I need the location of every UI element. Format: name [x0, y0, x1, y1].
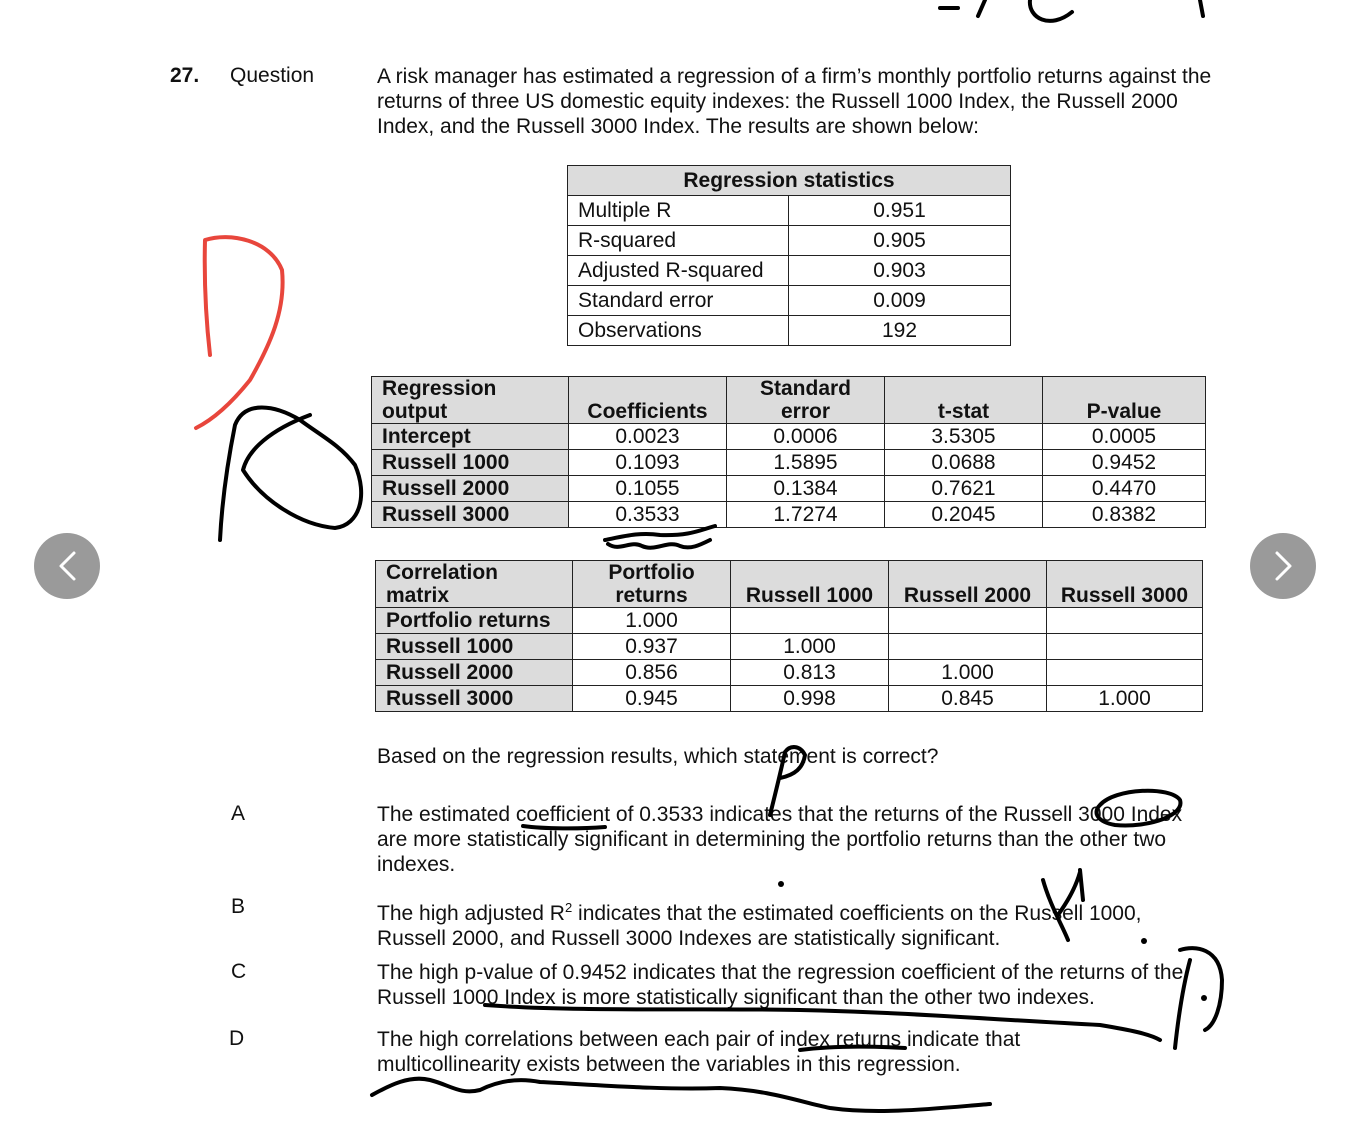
column-header: Russell 3000	[1047, 561, 1203, 608]
table-row	[376, 686, 1203, 712]
table-row	[568, 196, 1011, 226]
column-header: Regression output	[372, 377, 569, 424]
option-a-letter[interactable]: A	[231, 802, 246, 825]
column-header: Correlation matrix	[376, 561, 573, 608]
table-row	[568, 286, 1011, 316]
option-c-letter[interactable]: C	[231, 960, 247, 983]
table-cell	[889, 634, 1047, 660]
table-cell	[1047, 634, 1203, 660]
correlation-matrix-table	[375, 560, 1203, 712]
stat-label: Adjusted R-squared	[568, 256, 789, 286]
option-b-text-start: The high adjusted R	[377, 902, 565, 925]
column-header: Standard error	[727, 377, 885, 424]
ink-underline-coefficient	[605, 526, 715, 540]
option-c-text[interactable]: The high p-value of 0.9452 indicates that the regression coefficient of the returns of the Russell 1000 Index is more statistically significant than the other two indexes.	[377, 961, 1184, 1009]
row-header: Russell 3000	[376, 686, 573, 712]
row-header: Intercept	[372, 424, 569, 450]
table-cell: 0.813	[731, 660, 889, 686]
table-row	[372, 450, 1206, 476]
table-cell: 1.000	[1047, 686, 1203, 712]
column-header: Coefficients	[569, 377, 727, 424]
table-cell: 0.7621	[885, 476, 1043, 502]
table-row	[568, 316, 1011, 346]
stat-value: 0.905	[789, 226, 1011, 256]
row-header: Russell 3000	[372, 502, 569, 528]
question-label: Question	[230, 64, 315, 87]
ink-dot	[1201, 995, 1207, 1001]
table-cell: 0.845	[889, 686, 1047, 712]
table-cell: 0.945	[573, 686, 731, 712]
row-header: Russell 1000	[372, 450, 569, 476]
question-prompt: Based on the regression results, which statement is correct?	[377, 745, 939, 768]
table-row	[372, 424, 1206, 450]
table-cell: 0.2045	[885, 502, 1043, 528]
ink-letter-r	[220, 408, 361, 541]
regression-output-table	[371, 376, 1206, 528]
option-b-letter[interactable]: B	[231, 895, 246, 918]
table-row	[568, 226, 1011, 256]
previous-page-button[interactable]	[34, 533, 100, 599]
table-cell: 0.856	[573, 660, 731, 686]
table-cell	[1047, 608, 1203, 634]
table-row	[376, 608, 1203, 634]
table-cell: 0.0023	[569, 424, 727, 450]
ink-wave-under-d	[372, 1079, 990, 1111]
row-header: Russell 2000	[376, 660, 573, 686]
ink-dot	[778, 881, 784, 887]
table-cell: 0.1093	[569, 450, 727, 476]
chevron-left-icon	[34, 533, 100, 599]
question-stem: A risk manager has estimated a regression of a firm’s monthly portfolio returns against the returns of three US domestic equity indexes: the Russell 1000 Index, the Russell 2000 Index, and the Russell 3000 Index. The results are shown below:	[377, 65, 1212, 138]
stat-value: 0.903	[789, 256, 1011, 286]
table-cell	[889, 608, 1047, 634]
chevron-right-icon	[1250, 533, 1316, 599]
question-number: 27.	[170, 64, 200, 87]
stat-value: 0.951	[789, 196, 1011, 226]
next-page-button[interactable]	[1250, 533, 1316, 599]
ink-stroke	[940, 0, 1203, 21]
option-d-letter[interactable]: D	[229, 1027, 245, 1050]
table-cell: 0.3533	[569, 502, 727, 528]
table-cell: 1.5895	[727, 450, 885, 476]
table-cell: 1.000	[731, 634, 889, 660]
option-a-text[interactable]: The estimated coefficient of 0.3533 indicates that the returns of the Russell 3000 Index are more statistically significant in determining the portfolio returns than the other two indexes.	[377, 803, 1183, 876]
row-header: Russell 2000	[372, 476, 569, 502]
table-row	[372, 476, 1206, 502]
option-d-text[interactable]: The high correlations between each pair of index returns indicate that multicollinearity exists between the variables in this regression.	[377, 1028, 1021, 1076]
ink-squiggle	[608, 540, 710, 548]
stat-label: Multiple R	[568, 196, 789, 226]
row-header: Portfolio returns	[376, 608, 573, 634]
column-header: P-value	[1043, 377, 1206, 424]
option-b-text-end: indicates that the estimated coefficients on the Russell 1000, Russell 2000, and Russell 3000 Indexes are statistically significant.	[377, 902, 1142, 950]
table-cell: 0.0005	[1043, 424, 1206, 450]
stat-value: 192	[789, 316, 1011, 346]
table-cell: 0.937	[573, 634, 731, 660]
row-header: Russell 1000	[376, 634, 573, 660]
column-header: Russell 2000	[889, 561, 1047, 608]
table-cell: 0.998	[731, 686, 889, 712]
stat-value: 0.009	[789, 286, 1011, 316]
regression-statistics-table	[567, 165, 1011, 346]
table-cell: 0.0688	[885, 450, 1043, 476]
table-cell: 1.000	[889, 660, 1047, 686]
table-cell: 0.4470	[1043, 476, 1206, 502]
table-cell: 0.1055	[569, 476, 727, 502]
table-cell: 1.000	[573, 608, 731, 634]
table-cell: 0.8382	[1043, 502, 1206, 528]
regression-statistics-title: Regression statistics	[568, 166, 1011, 196]
column-header: Russell 1000	[731, 561, 889, 608]
table-cell	[731, 608, 889, 634]
column-header: t-stat	[885, 377, 1043, 424]
table-cell: 1.7274	[727, 502, 885, 528]
table-row	[376, 660, 1203, 686]
table-cell: 3.5305	[885, 424, 1043, 450]
stat-label: R-squared	[568, 226, 789, 256]
option-b-text[interactable]	[377, 895, 1197, 951]
ink-red-letter-d	[196, 237, 283, 428]
table-row	[376, 634, 1203, 660]
table-cell	[1047, 660, 1203, 686]
table-cell: 0.9452	[1043, 450, 1206, 476]
table-row	[372, 502, 1206, 528]
option-b-superscript: 2	[564, 900, 573, 915]
stat-label: Observations	[568, 316, 789, 346]
table-cell: 0.1384	[727, 476, 885, 502]
column-header: Portfolio returns	[573, 561, 731, 608]
table-row	[568, 256, 1011, 286]
table-cell: 0.0006	[727, 424, 885, 450]
stat-label: Standard error	[568, 286, 789, 316]
